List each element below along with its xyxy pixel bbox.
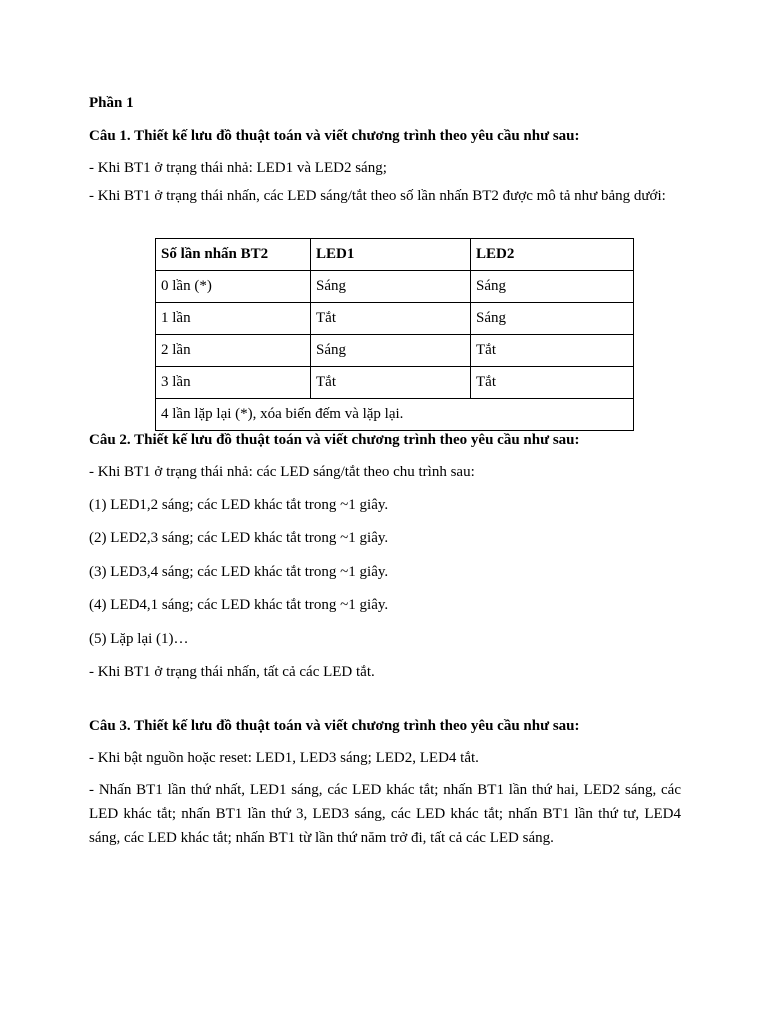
table-cell: Sáng	[311, 335, 471, 367]
q2-step: (4) LED4,1 sáng; các LED khác tắt trong ~1 giây.	[89, 597, 389, 613]
q3-heading: Câu 3. Thiết kế lưu đồ thuật toán và viết chương trình theo yêu cầu như sau:	[89, 718, 580, 734]
table-header-cell: Số lần nhấn BT2	[156, 239, 311, 271]
table-cell: 2 lần	[156, 335, 311, 367]
q2-step: (3) LED3,4 sáng; các LED khác tắt trong ~1 giây.	[89, 564, 389, 580]
table-cell: Sáng	[311, 271, 471, 303]
table-row	[156, 271, 634, 303]
table-cell: Sáng	[471, 303, 634, 335]
q3-line1: - Khi bật nguồn hoặc reset: LED1, LED3 sáng; LED2, LED4 tắt.	[89, 750, 479, 766]
table-row	[156, 367, 634, 399]
q2-step: (1) LED1,2 sáng; các LED khác tắt trong ~1 giây.	[89, 497, 389, 513]
q2-step: (2) LED2,3 sáng; các LED khác tắt trong ~1 giây.	[89, 530, 389, 546]
table-footer-cell: 4 lần lặp lại (*), xóa biến đếm và lặp lại.	[156, 399, 634, 431]
q1-heading: Câu 1. Thiết kế lưu đồ thuật toán và viết chương trình theo yêu cầu như sau:	[89, 128, 580, 144]
q1-line2: - Khi BT1 ở trạng thái nhấn, các LED sáng/tắt theo số lần nhấn BT2 được mô tả như bảng dưới:	[89, 188, 666, 204]
table-cell: 0 lần (*)	[156, 271, 311, 303]
q2-outro: - Khi BT1 ở trạng thái nhấn, tất cả các LED tắt.	[89, 664, 375, 680]
table-row	[156, 303, 634, 335]
table-header-cell: LED1	[311, 239, 471, 271]
table-cell: Tắt	[311, 367, 471, 399]
table-cell: Tắt	[311, 303, 471, 335]
table-cell: Sáng	[471, 271, 634, 303]
table-header-cell: LED2	[471, 239, 634, 271]
section-title: Phần 1	[89, 95, 134, 111]
table-cell: Tắt	[471, 367, 634, 399]
table-cell: 1 lần	[156, 303, 311, 335]
table-cell: Tắt	[471, 335, 634, 367]
q2-heading: Câu 2. Thiết kế lưu đồ thuật toán và viết chương trình theo yêu cầu như sau:	[89, 432, 580, 448]
q2-step: (5) Lặp lại (1)…	[89, 631, 189, 647]
table-row	[156, 335, 634, 367]
q2-intro: - Khi BT1 ở trạng thái nhả: các LED sáng/tắt theo chu trình sau:	[89, 464, 475, 480]
q3-line2: - Nhấn BT1 lần thứ nhất, LED1 sáng, các LED khác tắt; nhấn BT1 lần thứ hai, LED2 sáng, các LED khác tắt; nhấn BT1 lần thứ 3, LED3 sáng, các LED khác tắt; nhấn BT1 lần thứ tư, LED4 sáng, các LED khác tắt; nhấn BT1 từ lần thứ năm trở đi, tất cả các LED sáng.	[89, 782, 681, 846]
q1-line1: - Khi BT1 ở trạng thái nhả: LED1 và LED2 sáng;	[89, 160, 387, 176]
led-table	[155, 238, 634, 431]
table-footer-row	[156, 399, 634, 431]
table-header-row	[156, 239, 634, 271]
table-cell: 3 lần	[156, 367, 311, 399]
